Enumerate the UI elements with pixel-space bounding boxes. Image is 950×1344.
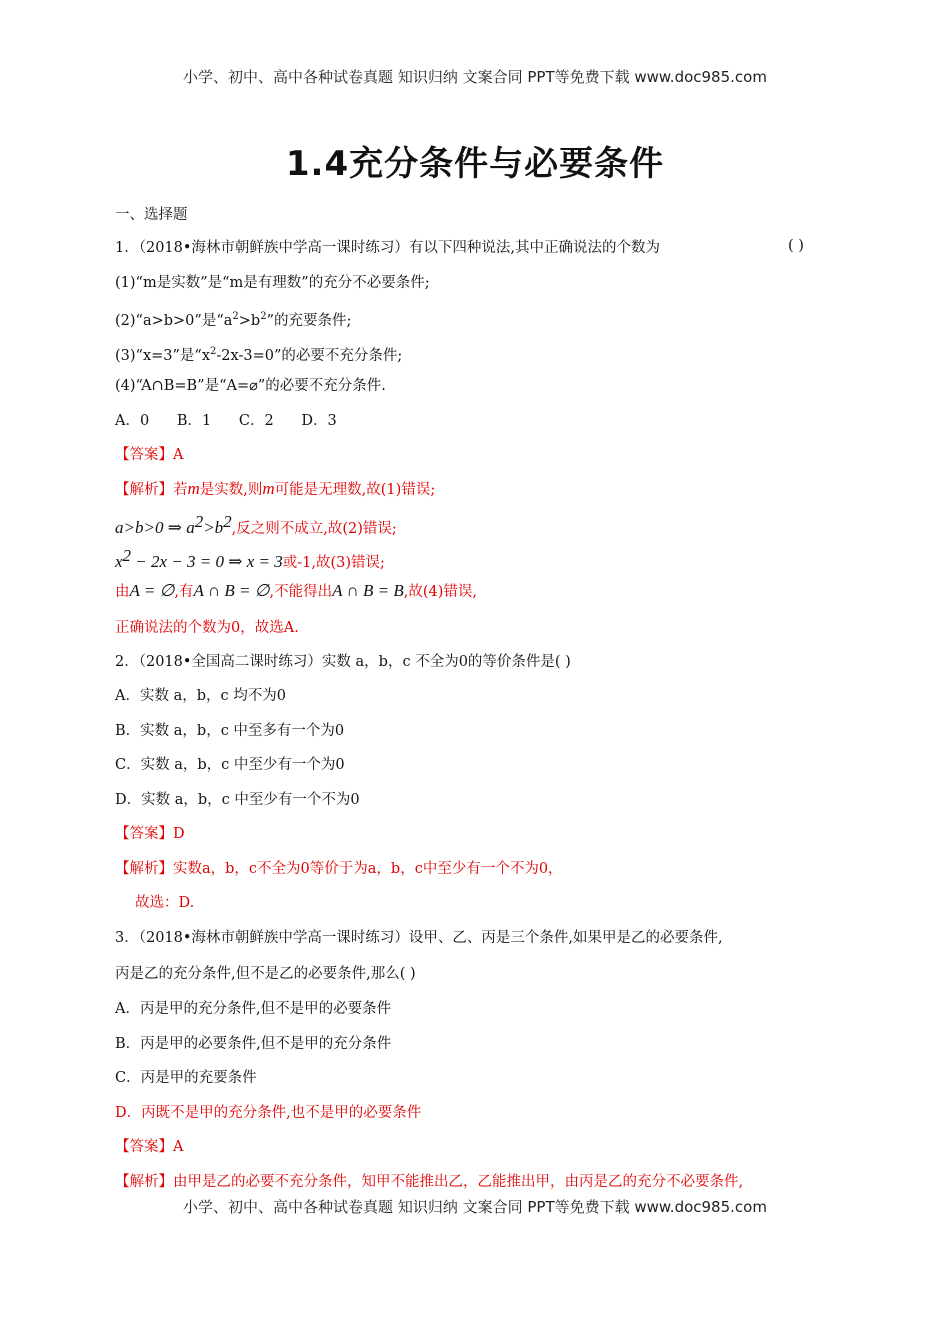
q1-stem: 1．（2018•海林市朝鲜族中学高一课时练习）有以下四种说法,其中正确说法的个数为 (115, 240, 661, 256)
q2-answer: 【答案】D (115, 826, 185, 842)
q1-analysis-line-5: 正确说法的个数为0，故选A. (115, 620, 299, 636)
q2-stem: 2．（2018•全国高二课时练习）实数 a，b，c 不全为0的等价条件是( ) (115, 654, 571, 670)
q1-analysis-line-2: a>b>0 ⇒ $a^2>b^2$,反之则不成立,故(2)错误; (115, 512, 397, 537)
q1-analysis-line-4: 由A = ∅,有A ∩ B = ∅,不能得出A ∩ B = B,故(4)错误, (115, 581, 477, 600)
page-header: 小学、初中、高中各种试卷真题 知识归纳 文案合同 PPT等免费下载 www.doc985.com (183, 68, 767, 86)
q1-statement-3: (3)“x=3”是“$x^2-2x-3=0$”的必要不充分条件; (115, 346, 403, 364)
q1-options: A．0 B．1 C．2 D．3 (115, 413, 337, 429)
q1-answer-paren: ( ) (788, 238, 804, 254)
q3-option-c: C．丙是甲的充要条件 (115, 1070, 257, 1086)
q3-answer: 【答案】A (115, 1139, 184, 1155)
q2-option-c: C．实数 a，b，c 中至少有一个为0 (115, 757, 345, 773)
q2-option-b: B．实数 a，b，c 中至多有一个为0 (115, 723, 345, 739)
q1-statement-4: (4)“A∩B=B”是“A=⌀”的必要不充分条件. (115, 378, 386, 394)
q3-analysis-line-1: 【解析】由甲是乙的必要不充分条件，知甲不能推出乙，乙能推出甲，由丙是乙的充分不必要条件, (115, 1174, 744, 1190)
q2-option-a: A．实数 a，b，c 均不为0 (115, 688, 286, 704)
q1-answer: 【答案】A (115, 447, 184, 463)
q2-analysis-line-2: 故选：D. (135, 895, 195, 911)
page-title: 1.4充分条件与必要条件 (285, 144, 665, 184)
q1-statement-2: (2)“a>b>0”是“$a^2>b^2$”的充要条件; (115, 311, 352, 329)
page-footer: 小学、初中、高中各种试卷真题 知识归纳 文案合同 PPT等免费下载 www.doc985.com (183, 1198, 767, 1216)
section-heading: 一、选择题 (115, 207, 188, 223)
q1-analysis-line-3: $x^2 - 2x - 3 = 0$ ⇒ x = 3或-1,故(3)错误; (115, 546, 385, 571)
q3-option-d: D．丙既不是甲的充分条件,也不是甲的必要条件 (115, 1105, 422, 1121)
q3-option-a: A．丙是甲的充分条件,但不是甲的必要条件 (115, 1001, 392, 1017)
q2-option-d: D．实数 a，b，c 中至少有一个不为0 (115, 792, 360, 808)
q1-statement-1: (1)“m是实数”是“m是有理数”的充分不必要条件; (115, 275, 430, 291)
q3-option-b: B．丙是甲的必要条件,但不是甲的充分条件 (115, 1036, 392, 1052)
q1-analysis-line-1: 【解析】若m是实数,则m可能是无理数,故(1)错误; (115, 479, 436, 498)
q3-stem-line-2: 丙是乙的充分条件,但不是乙的必要条件,那么( ) (115, 966, 416, 982)
q3-stem-line-1: 3．（2018•海林市朝鲜族中学高一课时练习）设甲、乙、丙是三个条件,如果甲是乙的必要条件, (115, 930, 723, 946)
q2-analysis-line-1: 【解析】实数a，b，c不全为0等价于为a，b，c中至少有一个不为0， (115, 861, 563, 877)
